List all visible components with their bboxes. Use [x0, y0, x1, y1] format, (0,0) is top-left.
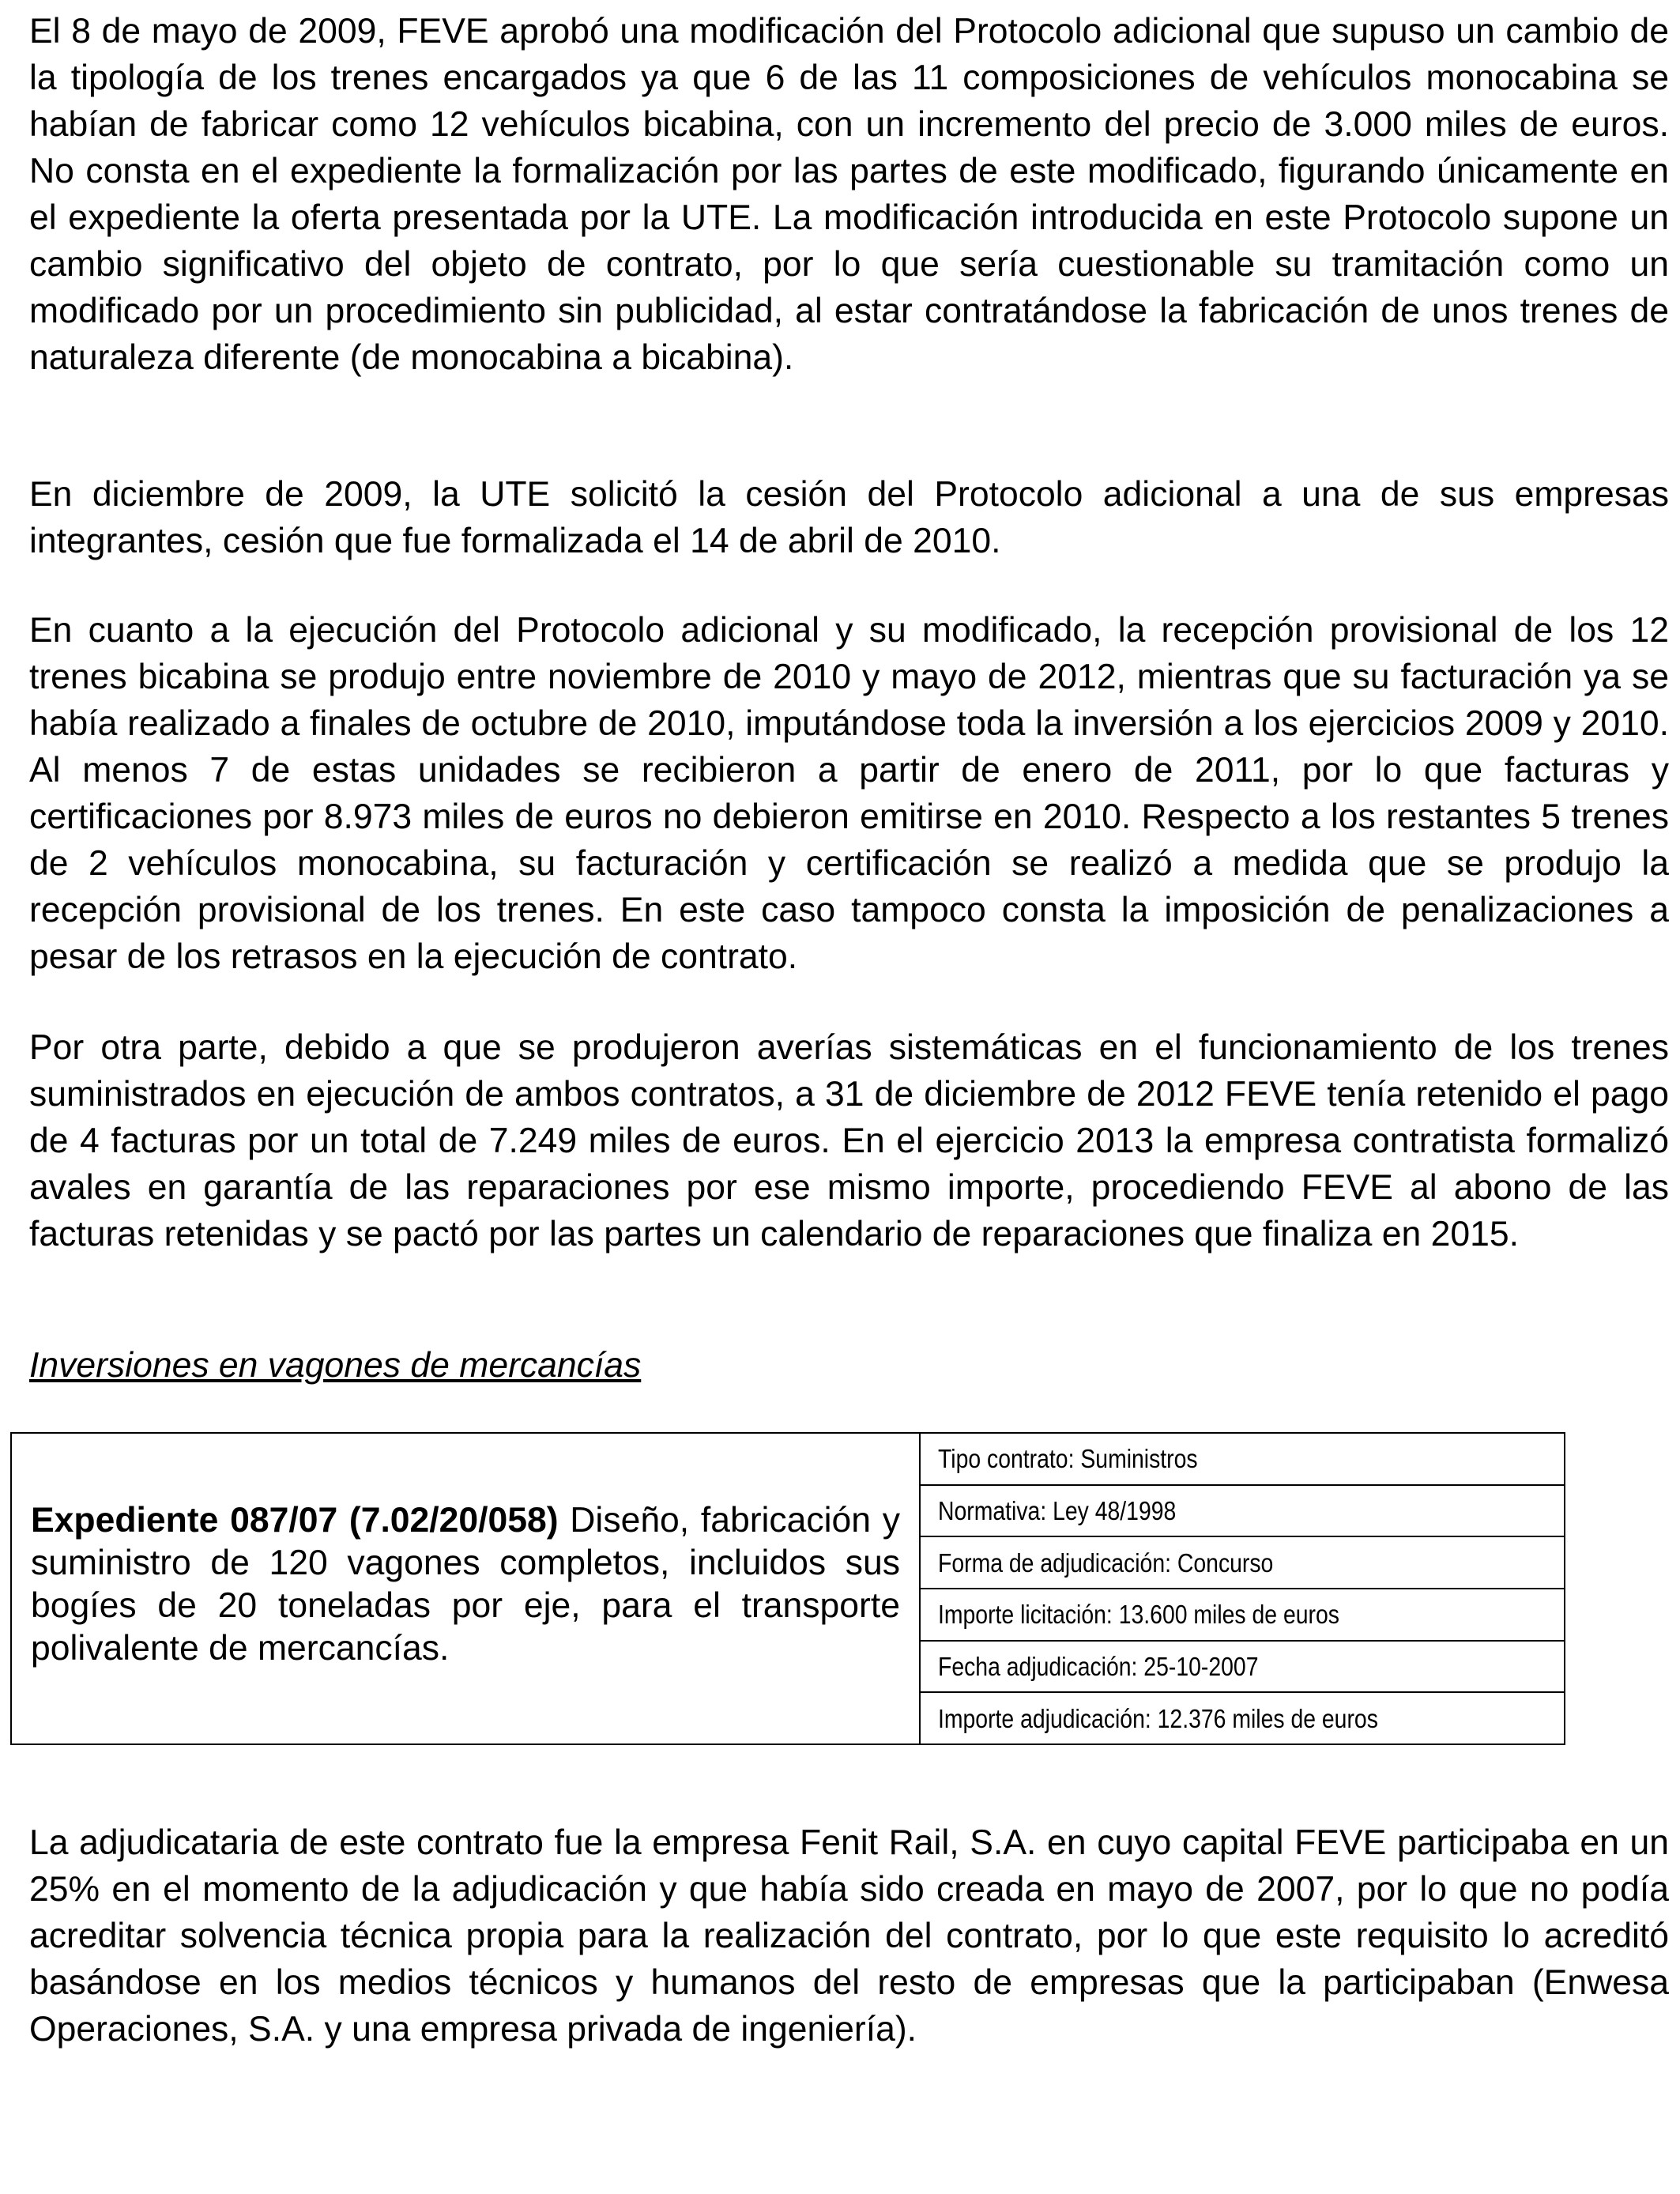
- expediente-table: [10, 1432, 1565, 1745]
- detail-importe-adjudicacion: Importe adjudicación: 12.376 miles de euros: [938, 1703, 1378, 1733]
- detail-tipo-contrato: Tipo contrato: Suministros: [921, 1434, 1564, 1486]
- paragraph-averias: Por otra parte, debido a que se produjeron averías sistemáticas en el funcionamiento de los trenes suministrados en ejecución de ambos contratos, a 31 de diciembre de 2012 FEVE tenía retenido el pago de 4 facturas por un total de 7.249 miles de euros. En el ejercicio 2013 la empresa contratista formalizó avales en garantía de las reparaciones por ese mismo importe, procediendo FEVE al abono de las facturas retenidas y se pactó por las partes un calendario de reparaciones que finaliza en 2015.: [29, 1028, 1669, 1253]
- section-heading: Inversiones en vagones de mercancías: [29, 1346, 642, 1385]
- expediente-text: Diseño, fabricación y suministro de 120 vagones completos, incluidos sus bogíes de 20 toneladas por eje, para el transporte polivalente de mercancías.: [31, 1501, 900, 1668]
- paragraph-cesion-protocolo: En diciembre de 2009, la UTE solicitó la cesión del Protocolo adicional a una de sus empresas integrantes, cesión que fue formalizada el 14 de abril de 2010.: [29, 475, 1669, 560]
- paragraph-ejecucion-protocolo: En cuanto a la ejecución del Protocolo adicional y su modificado, la recepción provisional de los 12 trenes bicabina se produjo entre noviembre de 2010 y mayo de 2012, mientras que su facturación ya se había realizado a finales de octubre de 2010, imputándose toda la inversión a los ejercicios 2009 y 2010. Al menos 7 de estas unidades se recibieron a partir de enero de 2011, por lo que facturas y certificaciones por 8.973 miles de euros no debieron emitirse en 2010. Respecto a los restantes 5 trenes de 2 vehículos monocabina, su facturación y certificación se realizó a medida que se produjo la recepción provisional de los trenes. En este caso tampoco consta la imposición de penalizaciones a pesar de los retrasos en la ejecución de contrato.: [29, 611, 1669, 976]
- paragraph-modificacion-protocolo: El 8 de mayo de 2009, FEVE aprobó una modificación del Protocolo adicional que supuso un cambio de la tipología de los trenes encargados ya que 6 de las 11 composiciones de vehículos monocabina se habían de fabricar como 12 vehículos bicabina, con un incremento del precio de 3.000 miles de euros. No consta en el expediente la formalización por las partes de este modificado, figurando únicamente en el expediente la oferta presentada por la UTE. La modificación introducida en este Protocolo supone un cambio significativo del objeto de contrato, por lo que sería cuestionable su tramitación como un modificado por un procedimiento sin publicidad, al estar contratándose la fabricación de unos trenes de naturaleza diferente (de monocabina a bicabina).: [29, 12, 1669, 377]
- expediente-id: Expediente 087/07 (7.02/20/058): [31, 1501, 559, 1540]
- detail-fecha-adjudicacion: Fecha adjudicación: 25-10-2007: [921, 1642, 1564, 1694]
- expediente-description-cell: [12, 1434, 921, 1744]
- expediente-description: [31, 1499, 900, 1670]
- detail-normativa: Normativa: Ley 48/1998: [921, 1486, 1564, 1538]
- detail-forma-adjudicacion: Forma de adjudicación: Concurso: [921, 1537, 1564, 1589]
- detail-importe-licitacion: Importe licitación: 13.600 miles de euros: [921, 1589, 1564, 1642]
- expediente-details: [921, 1434, 1564, 1744]
- paragraph-adjudicataria: La adjudicataria de este contrato fue la empresa Fenit Rail, S.A. en cuyo capital FEVE participaba en un 25% en el momento de la adjudicación y que había sido creada en mayo de 2007, por lo que no podía acreditar solvencia técnica propia para la realización del contrato, por lo que este requisito lo acreditó basándose en los medios técnicos y humanos del resto de empresas que la participaban (Enwesa Operaciones, S.A. y una empresa privada de ingeniería).: [29, 1823, 1669, 2049]
